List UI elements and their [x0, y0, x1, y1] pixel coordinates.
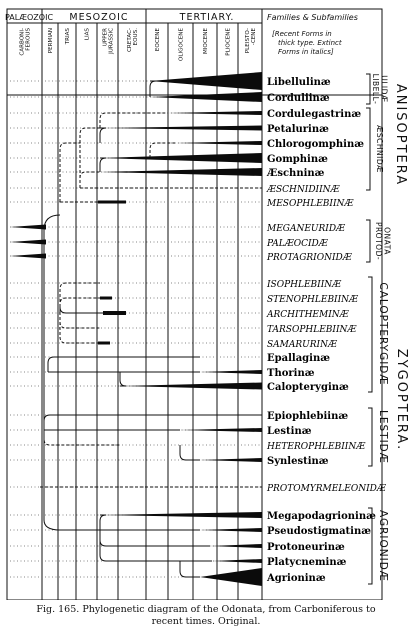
branch-line: [100, 158, 106, 172]
family-label: Megapodagrioninæ: [267, 511, 376, 522]
family-label: Libellulinæ: [267, 77, 331, 88]
period-label-upper_jurassic: JURASSIC: [108, 28, 115, 54]
taxon-wedge: [10, 254, 46, 259]
era-label-tertiary: TERTIARY.: [179, 12, 235, 23]
period-label-miocene: MIOCENE: [203, 28, 209, 55]
taxon-wedge: [200, 458, 262, 462]
branch-line: [60, 143, 80, 202]
group-bracket: [368, 277, 372, 392]
family-label: HETEROPHLEBIINÆ: [267, 442, 366, 452]
branch-line: [120, 372, 126, 386]
branch-line: [44, 415, 262, 430]
family-label: PALÆOCIDÆ: [267, 239, 328, 249]
branch-line: [100, 113, 168, 128]
taxon-wedge: [120, 383, 262, 390]
family-label: Agrioninæ: [267, 573, 326, 584]
family-label: PROTOMYRMELEONIDÆ: [267, 484, 386, 494]
family-label: SAMARURINÆ: [267, 340, 337, 350]
period-label-permian: PERMIAN: [48, 28, 54, 54]
group-bracket: [366, 108, 370, 190]
family-label: ÆSCHNIDIINÆ: [267, 185, 340, 195]
period-label-oligocene: OLIGOCENE: [178, 28, 185, 62]
family-label: Epallaginæ: [267, 353, 330, 364]
family-label: ISOPHLEBIINÆ: [267, 280, 342, 290]
branch-line: [150, 143, 176, 158]
family-label: Petalurinæ: [267, 124, 329, 135]
taxon-wedge: [100, 512, 262, 518]
wedges: [10, 72, 262, 586]
group-label-aeschnidae: ÆSCHNIDÆ: [375, 125, 384, 173]
period-label-carboniferous: FEROUS: [25, 28, 32, 51]
extinct-bar: [98, 342, 110, 345]
family-label: Gomphinæ: [267, 154, 328, 165]
group-label-libellulidae: ULIDÆ: [379, 75, 389, 103]
branch-line: [60, 298, 100, 312]
family-label: Platycneminæ: [267, 557, 347, 568]
family-label: Calopteryginæ: [267, 382, 349, 393]
family-label: Protoneurinæ: [267, 542, 345, 553]
legend-note-3: Forms in italics]: [278, 48, 334, 56]
period-label-upper_jurassic: UPPER: [102, 28, 109, 47]
group-label-lestidae: LESTIDÆ: [377, 410, 389, 464]
family-label: Synlestinæ: [267, 456, 329, 467]
branch-line: [100, 515, 106, 530]
taxon-wedge: [210, 544, 262, 548]
period-label-carboniferous: CARBONI-: [19, 28, 26, 56]
branch-line: [180, 561, 200, 577]
era-label-paleozoic: PALÆOZOIC: [4, 13, 54, 22]
family-label: MESOPHLEBIINÆ: [267, 199, 354, 209]
trunk-line: [44, 520, 100, 530]
taxon-wedge: [200, 568, 262, 586]
group-label-agrionidae: AGRIONIDÆ: [377, 509, 389, 583]
group-label-calopterygidae: CALOPTERYGIDÆ: [377, 282, 389, 386]
taxon-wedge: [150, 92, 262, 102]
group-label-protodonata: ONATA: [382, 227, 392, 255]
group-label-zygoptera: ZYGOPTERA.: [394, 348, 409, 452]
family-label: STENOPHLEBIINÆ: [267, 295, 359, 305]
taxon-wedge: [168, 111, 262, 115]
figure-caption: [0, 604, 412, 628]
legend-note-2: thick type. Extinct: [278, 39, 342, 47]
family-label: Cordulegastrinæ: [267, 109, 362, 120]
taxon-wedge: [200, 528, 262, 532]
branch-line: [44, 430, 120, 445]
taxon-wedge: [100, 153, 262, 163]
legend-note-1: [Recent Forms in: [272, 30, 332, 38]
period-label-trias: TRIAS: [65, 28, 71, 45]
taxon-wedge: [212, 559, 262, 563]
taxon-wedge: [176, 141, 262, 145]
group-bracket: [366, 74, 370, 104]
group-bracket: [368, 408, 372, 466]
period-label-pleistocene: -CENE: [251, 28, 258, 46]
family-label: MEGANEURIDÆ: [267, 224, 346, 234]
family-label: Epiophlebiinæ: [267, 411, 349, 422]
period-label-pleistocene: PLEISTO-: [244, 28, 251, 54]
group-label-protodonata: PROTOD-: [373, 221, 383, 261]
group-label-libellulidae: LIBELL-: [370, 73, 380, 105]
group-bracket: [366, 220, 370, 262]
caption-line-1: Fig. 165. Phylogenetic diagram of the Odonata, from Carboniferous to: [36, 604, 376, 615]
family-label: PROTAGRIONIDÆ: [267, 253, 352, 263]
branch-line: [60, 312, 100, 328]
group-labels: [366, 74, 409, 584]
caption-line-2: recent times. Original.: [151, 616, 261, 627]
family-label: Lestinæ: [267, 426, 312, 437]
extinct-bar: [100, 297, 112, 300]
branch-line: [180, 445, 200, 460]
family-label: Pseudostigmatinæ: [267, 526, 371, 537]
era-label-mesozoic: MESOZOIC: [69, 12, 129, 23]
taxon-wedge: [10, 240, 46, 245]
branch-line: [100, 128, 106, 143]
family-label: Æschninæ: [267, 168, 325, 179]
period-labels: [19, 28, 257, 62]
period-label-eocene: EOCENE: [155, 28, 161, 52]
family-label: ARCHITHEMINÆ: [267, 310, 349, 320]
taxon-wedge: [200, 370, 262, 374]
period-label-cretaceous: CRETAC-: [126, 28, 133, 52]
extinct-bar: [98, 201, 126, 204]
family-label: Corduliinæ: [267, 93, 330, 104]
family-label: TARSOPHLEBIINÆ: [267, 325, 357, 335]
taxon-wedge: [10, 225, 46, 230]
period-label-cretaceous: EOUS.: [133, 28, 140, 46]
branch-line: [48, 357, 200, 372]
taxon-wedge: [100, 126, 262, 131]
family-label: Thorinæ: [267, 368, 315, 379]
taxon-wedge: [150, 72, 262, 90]
extinct-bar: [103, 311, 126, 315]
taxon-wedge: [180, 428, 262, 432]
family-label: Chlorogomphinæ: [267, 139, 364, 150]
legend-heading: Families & Subfamilies: [267, 13, 358, 22]
taxon-wedge: [100, 168, 262, 176]
group-label-anisoptera: ANISOPTERA: [393, 83, 408, 187]
period-label-pliocene: PLIOCENE: [225, 28, 232, 56]
period-label-lias: LIAS: [84, 28, 91, 41]
